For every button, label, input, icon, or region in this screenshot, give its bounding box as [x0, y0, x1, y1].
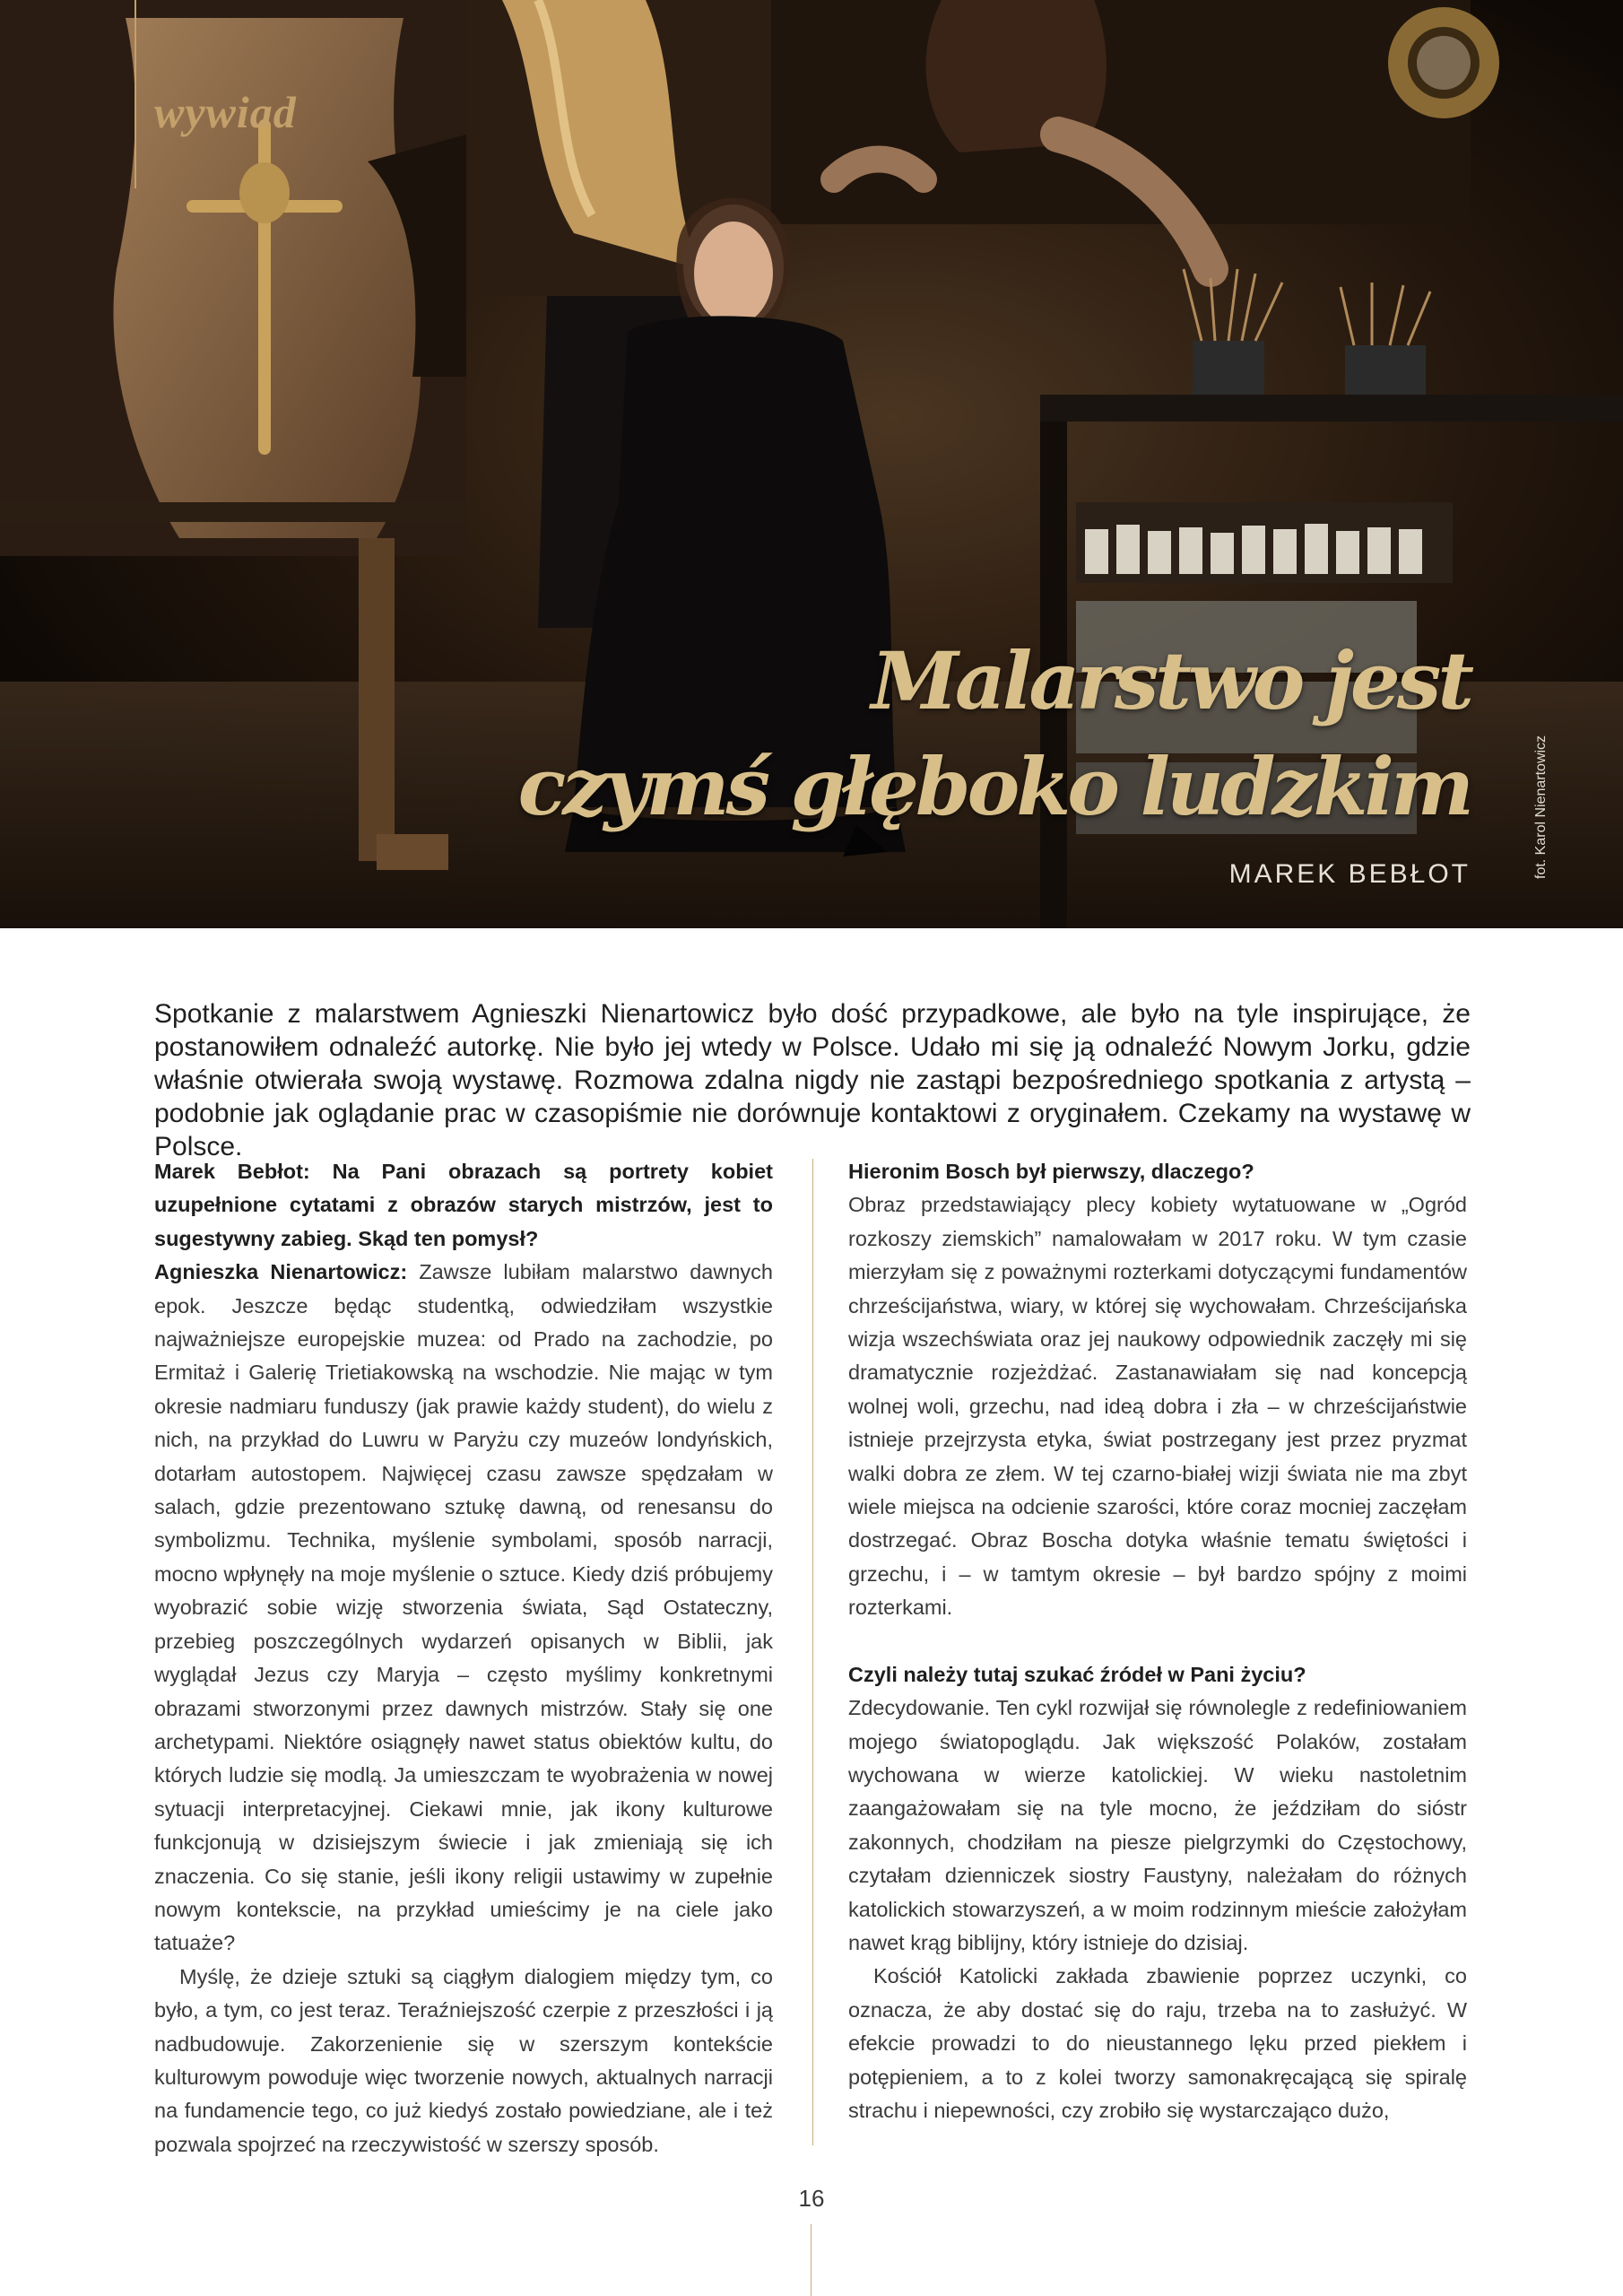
headline-line-2: czymś głęboko ludzkim — [517, 740, 1471, 833]
left-column — [154, 1155, 773, 2161]
answer-paragraph: Myślę, że dzieje sztuki są ciągłym dialogiem między tym, co było, a tym, co jest teraz. Teraźniejszość czerpie z przeszłości i ją nadbudowuje. Zakorzenienie się w szerszym kontekście kulturowym powoduje więc tworzenie nowych, aktualnych narracji na fundamencie tego, co już kiedyś zostało powiedziane, ale i też pozwala spojrzeć na rzeczywistość w szerszy sposób. — [154, 1964, 773, 2156]
column-divider — [812, 1159, 813, 2145]
section-tag: wywiad — [154, 87, 297, 137]
interview-answer — [154, 1256, 773, 1961]
answer-text: Zawsze lubiłam malarstwo dawnych epok. Jeszcze będąc studentką, odwiedziłam wszystkie najważniejsze europejskie muzea: od Prado na zachodzie, po Ermitaż i Galerię Trietiakowską na wschodzie. Nie mając w tym okresie nadmiaru funduszy (jak prawie każdy student), do wielu z nich, na przykład do Luwru w Paryżu czy muzeów londyńskich, dotarłam autostopem. Najwięcej czasu zawsze spędzałam w salach, gdzie prezentowano sztukę dawną, od renesansu do symbolizmu. Technika, myślenie symbolami, sposób narracji, mocno wpłynęły na moje myślenie o sztuce. Kiedy dziś próbujemy wyobrazić sobie wizję stworzenia świata, Sąd Ostateczny, przebieg poszczególnych wydarzeń opisanych w Biblii, jak wyglądał Jezus czy Maryja – często myślimy konkretnymi obrazami stworzonymi przez dawnych mistrzów. Stały się one archetypami. Niektóre osiągnęły nawet status obiektów kultu, do których ludzie się modlą. Ja umieszczam te wyobrażenia w nowej sytuacji interpretacyjnej. Ciekawi mnie, jak ikony kulturowe funkcjonują w dzisiejszym świecie i jak zmieniają się ich znaczenia. Co się stanie, jeśli ikony religii ustawimy w zupełnie nowym kontekscie, na przykład umieścimy je na ciele jako tatuaże? — [154, 1260, 773, 1955]
interview-question: Hieronim Bosch był pierwszy, dlaczego? — [848, 1160, 1254, 1183]
right-column — [848, 1155, 1467, 2127]
lead-paragraph: Spotkanie z malarstwem Agnieszki Nienartowicz było dość przypadkowe, ale było na tyle inspirujące, że postanowiłem odnaleźć autorkę. Nie było jej wtedy w Polsce. Udało mi się ją odnaleźć Nowym Jorku, gdzie właśnie otwierała swoją wystawę. Rozmowa zdalna nigdy nie zastąpi bezpośredniego spotkania z artystą – podobnie jak oglądanie prac w czasopiśmie nie dorównuje kontaktowi z oryginałem. Czekamy na wystawę w Polsce. — [154, 999, 1471, 1161]
section-rule — [135, 0, 136, 188]
interview-question: Czyli należy tutaj szukać źródeł w Pani życiu? — [848, 1662, 1306, 1686]
answer-paragraph: Obraz przedstawiający plecy kobiety wytatuowane w „Ogród rozkoszy ziemskich” namalowałam w 2017 roku. W tym czasie mierzyłam się z poważnymi rozterkami dotyczącymi fundamentów chrześcijaństwa, wiary, w której się wychowałam. Chrześcijańska wizja wszechświata oraz jej naukowy odpowiednik zaczęły mi się dramatycznie rozjeżdżać. Zastanawiałam się nad koncepcją wolnej woli, grzechu, nad ideą dobra i zła – w chrześcijaństwie istnieje przejrzysta etyka, świat postrzegany jest przez pryzmat walki dobra ze złem. W tej czarno-białej wizji świata nie ma zbyt wiele miejsca na odcienie szarości, które coraz mocniej zaczęłam dostrzegać. Obraz Boscha dotyka właśnie tematu świętości i grzechu, i – w tamtym okresie – był bardzo spójny z moimi rozterkami. — [848, 1193, 1467, 1620]
article-headline — [395, 628, 1471, 839]
page-rule — [811, 2224, 812, 2296]
headline-line-1: Malarstwo jest — [871, 634, 1471, 727]
paragraph-gap — [848, 1625, 1467, 1658]
sunburst-mirror-icon — [1388, 7, 1499, 118]
author-byline: MAREK BEBŁOT — [1228, 859, 1471, 889]
interview-question: Marek Bebłot: Na Pani obrazach są portrety kobiet uzupełnione cytatami z obrazów starych mistrzów, jest to sugestywny zabieg. Skąd ten pomysł? — [154, 1160, 773, 1250]
photo-credit: fot. Karol Nienartowicz — [1533, 735, 1549, 879]
answer-speaker: Agnieszka Nienartowicz: — [154, 1260, 408, 1284]
answer-paragraph: Zdecydowanie. Ten cykl rozwijał się równolegle z redefiniowaniem mojego światopoglądu. Jak większość Polaków, zostałam wychowana w wierze katolickiej. W wieku nastoletnim zaangażowałam się na tyle mocno, że jeździłam do sióstr zakonnych, chodziłam na piesze pielgrzymki do Częstochowy, czytałam dzienniczek siostry Faustyny, należałam do różnych katolickich stowarzyszeń, a w moim rodzinnym mieście założyłam nawet krąg biblijny, który istnieje do dzisiaj. — [848, 1696, 1467, 1954]
page-number: 16 — [798, 2185, 825, 2212]
painting-back-figure — [0, 0, 466, 556]
answer-paragraph: Kościół Katolicki zakłada zbawienie poprzez uczynki, co oznacza, że aby dostać się do raju, trzeba na to zasłużyć. W efekcie prowadzi to do nieustannego lęku przed piekłem i potępieniem, a to z kolei tworzy samonakręcającą się spiralę strachu i niepewności, czy zrobiło się wystarczająco dużo, — [848, 1964, 1467, 2122]
hero-photo — [0, 0, 1623, 928]
